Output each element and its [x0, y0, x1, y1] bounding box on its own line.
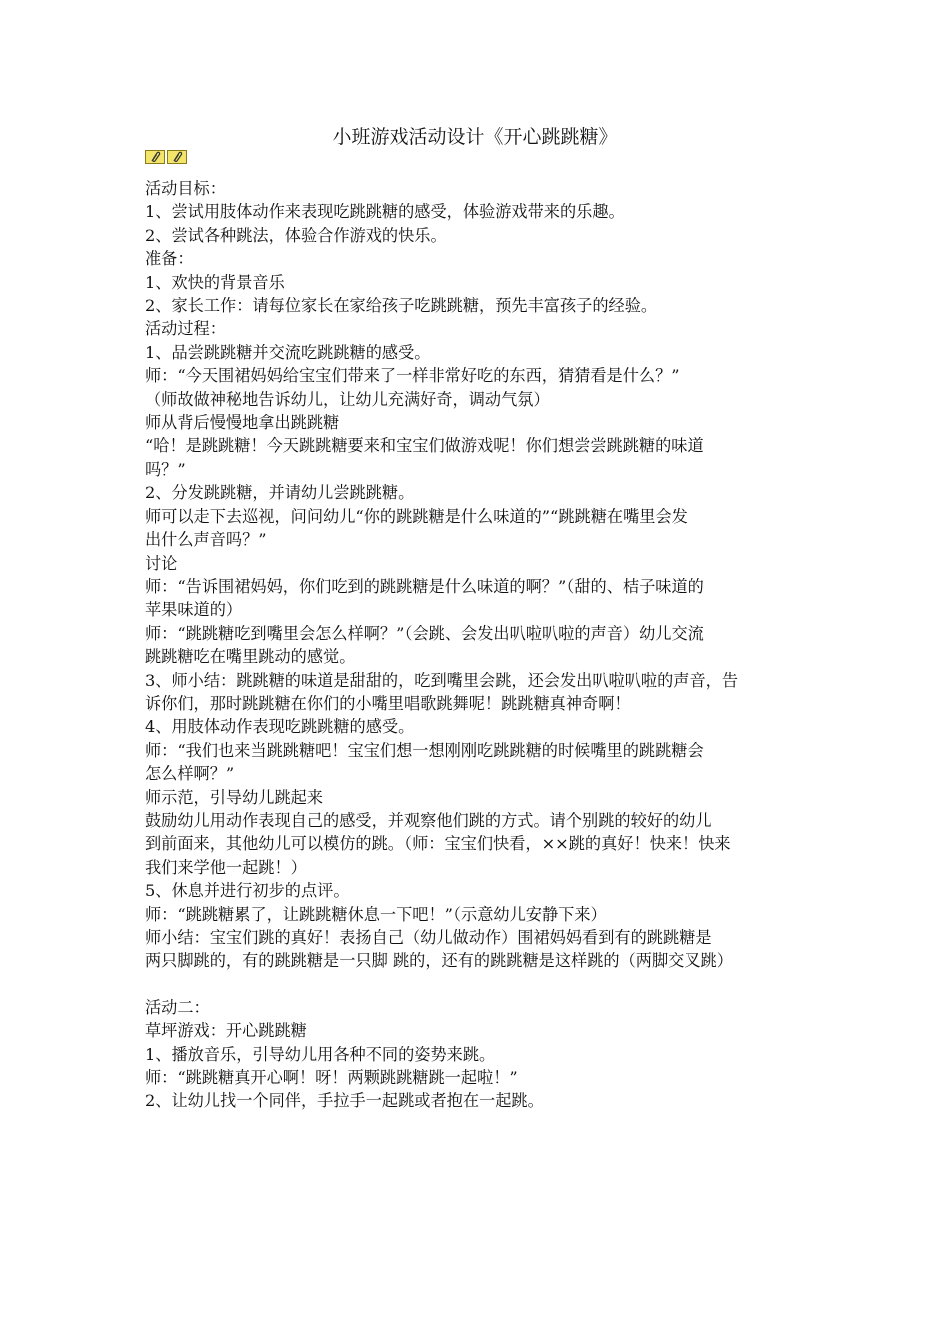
- text-line: 跳跳糖吃在嘴里跳动的感觉。: [145, 647, 356, 667]
- text-line: 吗？”: [145, 459, 186, 479]
- text-line: 5、休息并进行初步的点评。: [145, 881, 350, 901]
- text-line: 师从背后慢慢地拿出跳跳糖: [145, 413, 340, 433]
- paragraph-gap: [145, 973, 815, 996]
- text-line: 2、分发跳跳糖，并请幼儿尝跳跳糖。: [145, 483, 415, 503]
- clip-icon[interactable]: [167, 150, 187, 164]
- text-line: 3、师小结：跳跳糖的味道是甜甜的，吃到嘴里会跳，还会发出叭啦叭啦的声音，告: [145, 670, 739, 690]
- text-line: 两只脚跳的，有的跳跳糖是一只脚 跳的，还有的跳跳糖是这样跳的（两脚交叉跳）: [145, 951, 733, 971]
- document-body: [145, 177, 815, 1113]
- text-line: 师示范，引导幼儿跳起来: [145, 787, 324, 807]
- clip-icon[interactable]: [145, 150, 165, 164]
- text-line: 师：“跳跳糖吃到嘴里会怎么样啊？”（会跳、会发出叭啦叭啦的声音）幼儿交流: [145, 623, 704, 643]
- text-line: 2、让幼儿找一个同伴，手拉手一起跳或者抱在一起跳。: [145, 1091, 544, 1111]
- text-line: “哈！是跳跳糖！今天跳跳糖要来和宝宝们做游戏呢！你们想尝尝跳跳糖的味道: [145, 436, 704, 456]
- text-line: 师可以走下去巡视，问问幼儿“你的跳跳糖是什么味道的”“跳跳糖在嘴里会发: [145, 506, 688, 526]
- text-line: （师故做神秘地告诉幼儿，让幼儿充满好奇，调动气氛）: [145, 389, 550, 409]
- text-line: 怎么样啊？”: [145, 764, 235, 784]
- text-line: 草坪游戏：开心跳跳糖: [145, 1021, 307, 1041]
- document-title: 小班游戏活动设计《开心跳跳糖》: [332, 126, 618, 148]
- text-line: 出什么声音吗？”: [145, 530, 267, 550]
- text-line: 1、尝试用肢体动作来表现吃跳跳糖的感受，体验游戏带来的乐趣。: [145, 202, 625, 222]
- text-line: 师：“跳跳糖累了，让跳跳糖休息一下吧！”（示意幼儿安静下来）: [145, 904, 607, 924]
- text-line: 2、家长工作：请每位家长在家给孩子吃跳跳糖，预先丰富孩子的经验。: [145, 296, 658, 316]
- text-line: 诉你们，那时跳跳糖在你们的小嘴里唱歌跳舞呢！跳跳糖真神奇啊！: [145, 693, 631, 713]
- text-line: 2、尝试各种跳法，体验合作游戏的快乐。: [145, 225, 447, 245]
- text-line: 讨论: [145, 553, 178, 573]
- text-line: 活动目标：: [145, 179, 226, 198]
- text-line: 我们来学他一起跳！）: [145, 857, 307, 877]
- text-line: 师：“跳跳糖真开心啊！呀！两颗跳跳糖跳一起啦！”: [145, 1068, 518, 1088]
- text-line: 1、播放音乐，引导幼儿用各种不同的姿势来跳。: [145, 1044, 496, 1064]
- text-line: 活动过程：: [145, 319, 226, 339]
- text-line: 到前面来，其他幼儿可以模仿的跳。（师：宝宝们快看，××跳的真好！快来！快来: [145, 834, 731, 854]
- text-line: 1、品尝跳跳糖并交流吃跳跳糖的感受。: [145, 342, 431, 362]
- text-line: 活动二：: [145, 997, 210, 1017]
- text-line: 师：“我们也来当跳跳糖吧！宝宝们想一想刚刚吃跳跳糖的时候嘴里的跳跳糖会: [145, 740, 704, 760]
- text-line: 苹果味道的）: [145, 600, 243, 620]
- text-line: 师：“告诉围裙妈妈，你们吃到的跳跳糖是什么味道的啊？”（甜的、桔子味道的: [145, 576, 704, 596]
- text-line: 师：“今天围裙妈妈给宝宝们带来了一样非常好吃的东西，猜猜看是什么？”: [145, 366, 680, 386]
- text-line: 1、欢快的背景音乐: [145, 272, 285, 292]
- text-line: 准备：: [145, 249, 194, 269]
- text-line: 师小结：宝宝们跳的真好！表扬自己（幼儿做动作）围裙妈妈看到有的跳跳糖是: [145, 928, 712, 947]
- text-line: 鼓励幼儿用动作表现自己的感受，并观察他们跳的方式。请个别跳的较好的幼儿: [145, 810, 712, 830]
- icon-row: [145, 150, 187, 166]
- text-line: 4、用肢体动作表现吃跳跳糖的感受。: [145, 717, 415, 737]
